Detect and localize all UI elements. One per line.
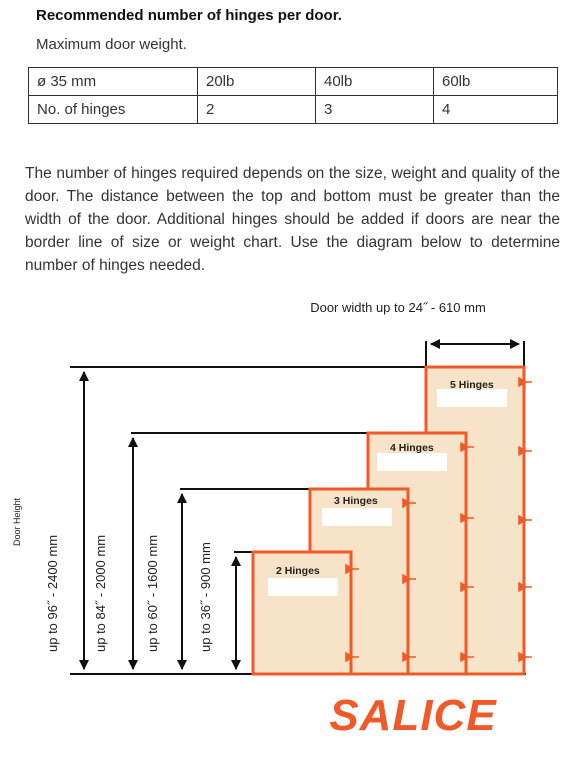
table-cell: ø 35 mm (29, 68, 198, 96)
table-caption: Maximum door weight. (36, 36, 187, 53)
door-label: 4 Hinges (390, 442, 434, 454)
page-heading: Recommended number of hinges per door. (36, 7, 342, 24)
label-panel (268, 578, 338, 596)
table-cell: 2 (198, 96, 316, 124)
salice-logo: SALICE (329, 691, 497, 740)
table-cell: 20lb (198, 68, 316, 96)
table-cell: 60lb (434, 68, 558, 96)
height-label-36: up to 36˝ - 900 mm (198, 542, 213, 652)
label-panel (322, 508, 392, 526)
width-label: Door width up to 24˝ - 610 mm (310, 300, 486, 315)
door-label: 5 Hinges (450, 379, 494, 391)
door-label: 2 Hinges (276, 565, 320, 577)
height-label-60: up to 60˝ - 1600 mm (145, 534, 160, 652)
label-panel (377, 453, 447, 471)
table-cell: 3 (316, 96, 434, 124)
body-paragraph: The number of hinges required depends on the size, weight and quality of the door. The distance between the top and bottom must be greater than the width of the door. Additional hinges should be added if doors are near the border line of size or weight chart. Use the diagram below to determine number of hinges needed. (25, 165, 560, 274)
door-label: 3 Hinges (334, 495, 378, 507)
height-label-96: up to 96˝ - 2400 mm (45, 534, 60, 652)
height-axis-label: Door Height (12, 497, 22, 546)
height-label-84: up to 84˝ - 2000 mm (93, 534, 108, 652)
table-cell: No. of hinges (29, 96, 198, 124)
table-cell: 4 (434, 96, 558, 124)
width-dimension (426, 341, 524, 367)
table-cell: 40lb (316, 68, 434, 96)
label-panel (437, 389, 507, 407)
